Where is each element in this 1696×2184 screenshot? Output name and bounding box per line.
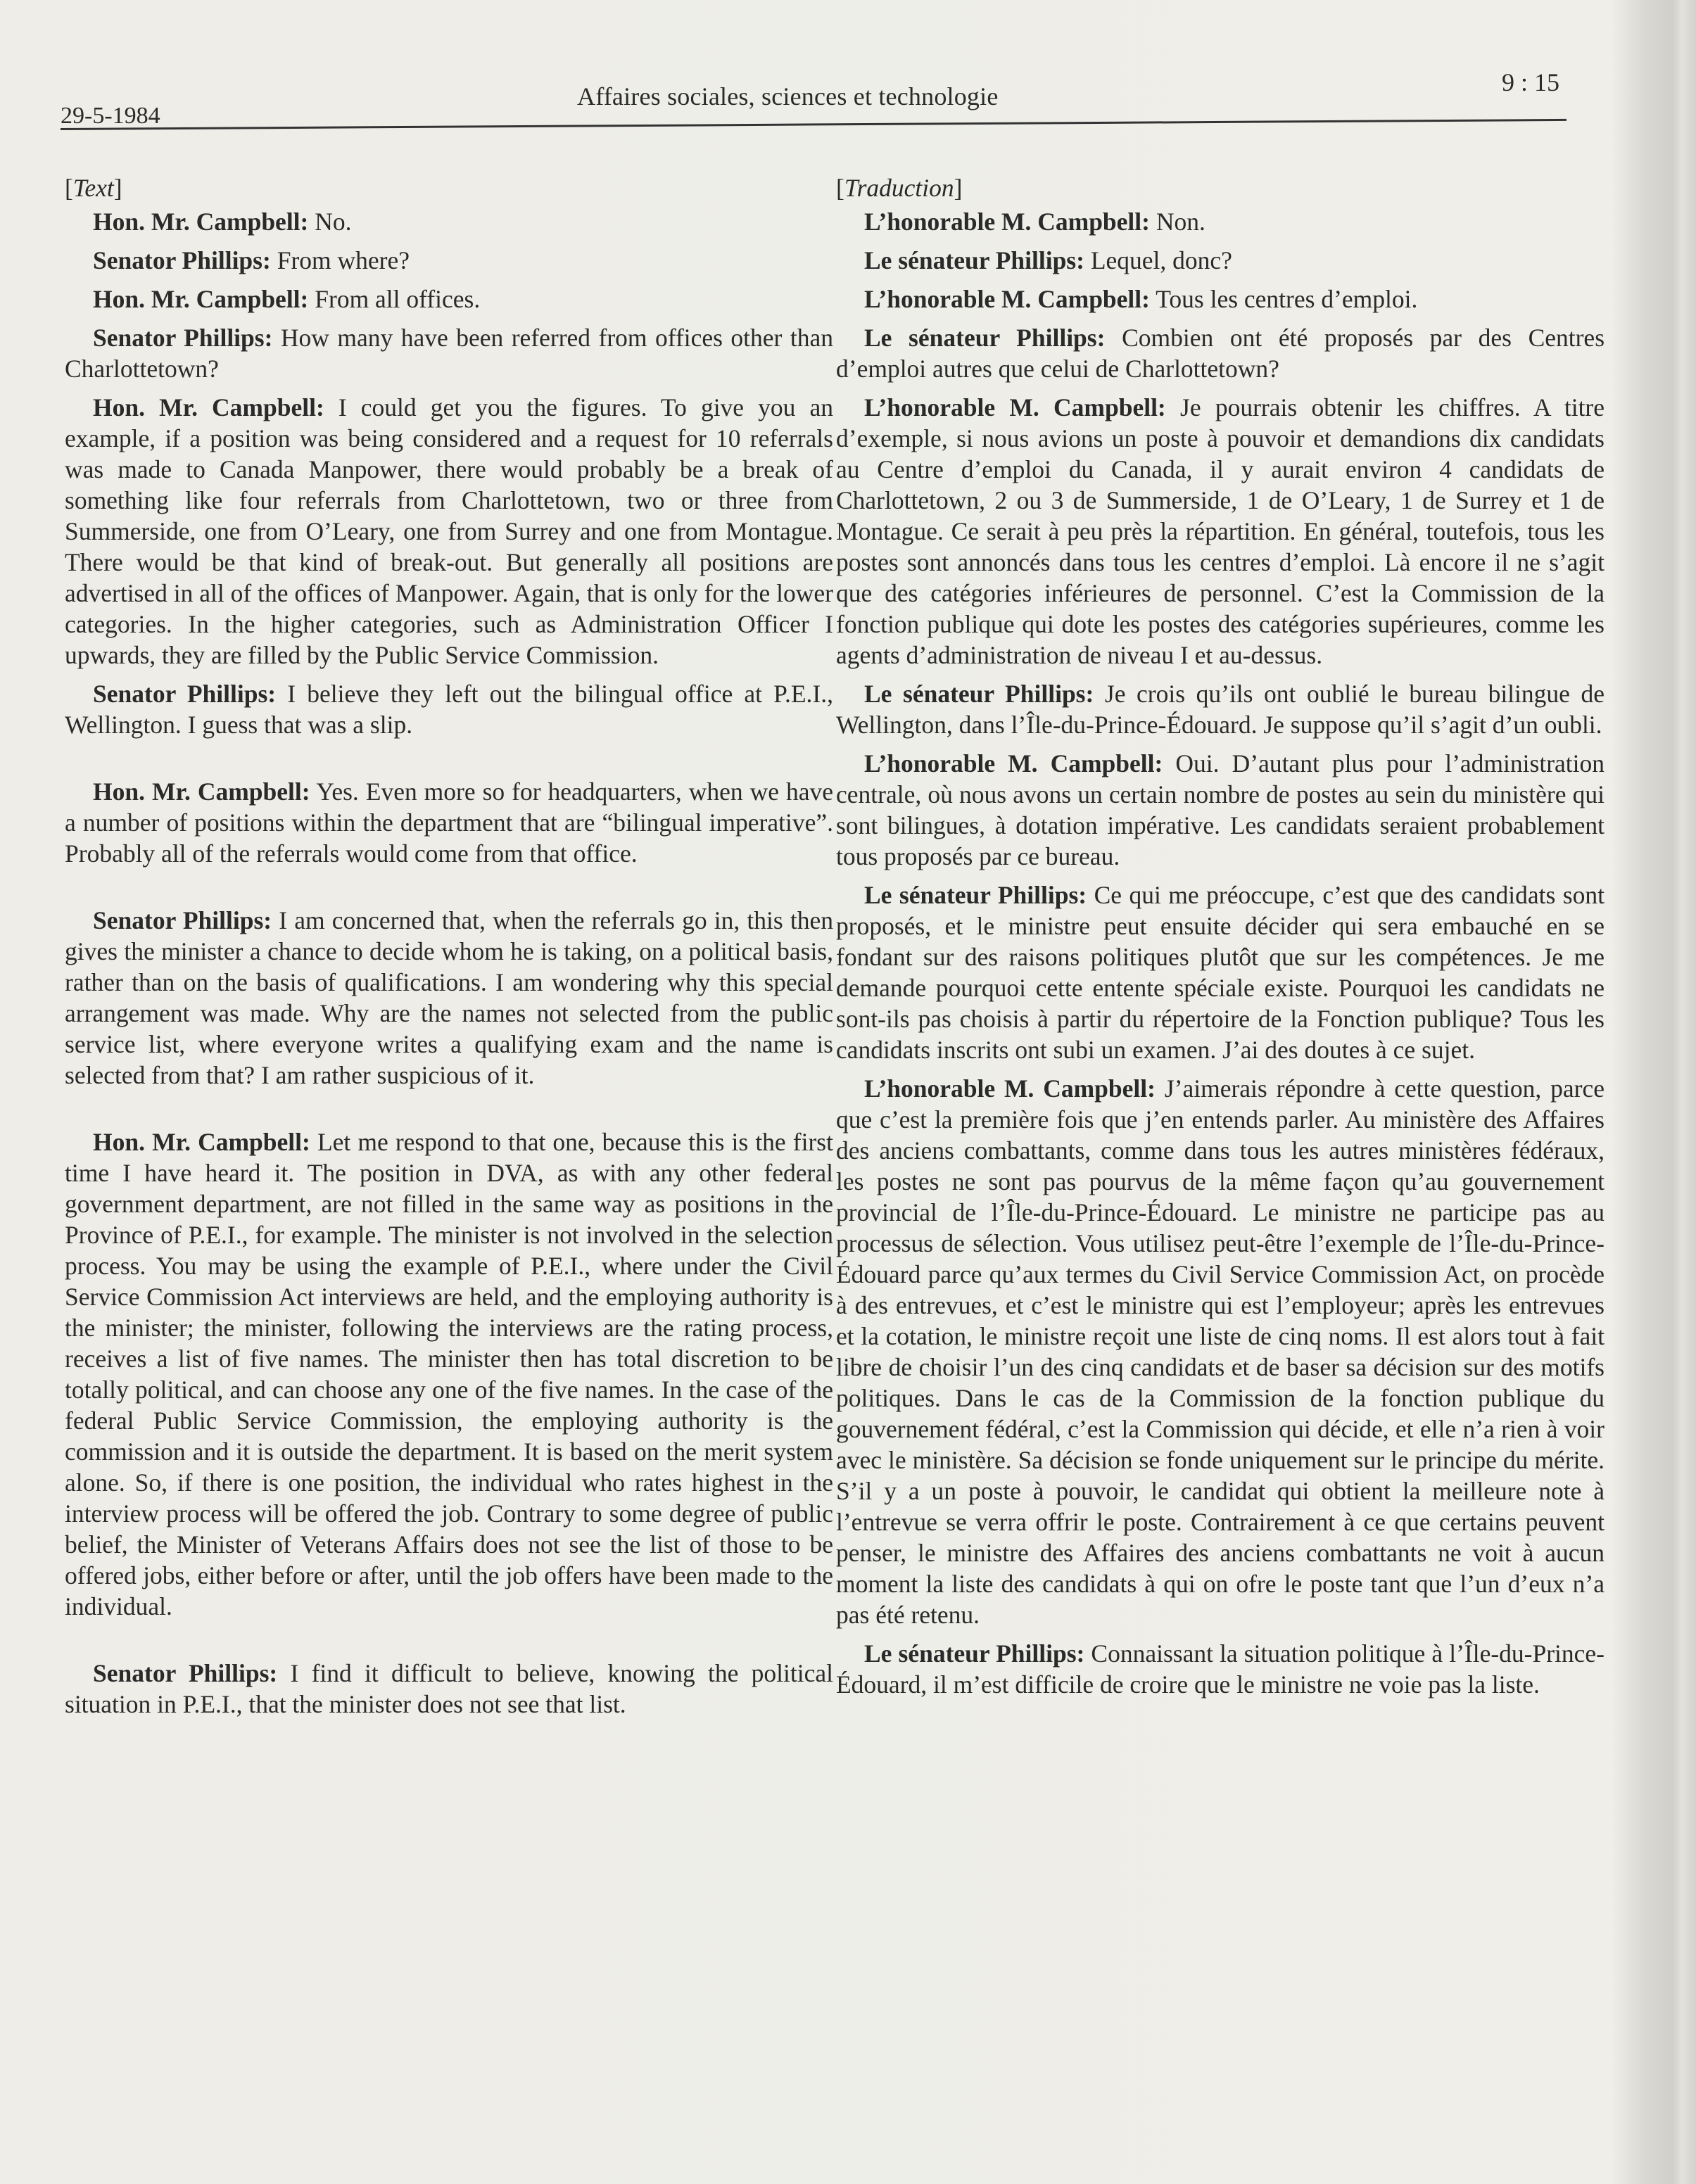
paragraph bbox=[65, 284, 833, 315]
speaker: Hon. Mr. Campbell: bbox=[93, 393, 324, 421]
spacer bbox=[65, 1098, 833, 1126]
speech: Non. bbox=[1149, 208, 1205, 236]
paragraph bbox=[65, 392, 833, 671]
speech: I find it difficult to believe, knowing the political situation in P.E.I., that the minister does not see that list. bbox=[65, 1659, 833, 1718]
speech: From where? bbox=[270, 246, 410, 274]
paragraph bbox=[836, 880, 1605, 1065]
paragraph bbox=[65, 322, 833, 384]
speech: How many have been referred from offices other than Charlottetown? bbox=[65, 324, 833, 383]
english-column bbox=[65, 172, 833, 1727]
spacer bbox=[65, 1630, 833, 1658]
paragraph bbox=[65, 206, 833, 237]
speech: Oui. D’autant plus pour l’administration centrale, où nous avons un certain nombre de postes au sein du ministère qui sont bilingues, à dotation impérative. Les candidats seraient probablement tous proposés par ce bureau. bbox=[836, 749, 1605, 870]
speaker: L’honorable M. Campbell: bbox=[864, 393, 1166, 421]
speech: Tous les centres d’emploi. bbox=[1149, 285, 1418, 313]
header-date: 29-5-1984 bbox=[61, 103, 160, 129]
header-rule bbox=[61, 119, 1567, 130]
speaker: Hon. Mr. Campbell: bbox=[93, 1128, 310, 1156]
speech: I could get you the figures. To give you an example, if a position was being considered and a request for 10 referrals was made to Canada Manpower, there would probably be a break of something like four referrals from Charlottetown, two or three from Summerside, one from O’Leary, one from Surrey and one from Montague. There would be that kind of break-out. But generally all positions are advertised in all of the offices of Manpower. Again, that is only for the lower categories. In the higher categories, such as Administration Officer I upwards, they are filled by the Public Service Commission. bbox=[65, 393, 833, 669]
paragraph bbox=[836, 748, 1605, 872]
speaker: L’honorable M. Campbell: bbox=[864, 749, 1163, 777]
paragraph bbox=[65, 1658, 833, 1720]
speech: J’aimerais répondre à cette question, parce que c’est la première fois que j’en entends parler. Au ministère des Affaires des anciens combattants, comme dans tous les autres ministères fédéraux, les postes ne sont pas pourvus de la même façon qu’au gouvernement provincial de l’Île-du-Prince-Édouard. Le ministre ne participe pas au processus de sélection. Vous utilisez peut-être l’exemple de l’Île-du-Prince-Édouard parce qu’aux termes du Civil Service Commission Act, on procède à des entrevues, et c’est le ministre qui est l’employeur; après les entrevues et la cotation, le ministre reçoit une liste de cinq noms. Il est alors tout à fait libre de choisir l’un des cinq candidats et de baser sa décision sur des motifs politiques. Dans le cas de la Commission de la fonction publique du gouvernement fédéral, c’est la Commission qui décide, et elle n’a rien à voir avec le ministère. Sa décision se fonde uniquement sur le principe du mérite. S’il y a un poste à pouvoir, le candidat qui obtient la meilleure note à l’entrevue se verra offrir le poste. Contrairement à ce que certains peuvent penser, le ministre des Affaires des anciens combattants ne voit à aucun moment la liste des candidats à qui on ofre le poste tant que l’un d’eux n’a pas été retenu. bbox=[836, 1074, 1605, 1629]
column-tag: [Traduction] bbox=[836, 174, 963, 202]
paragraph bbox=[65, 678, 833, 740]
paragraph bbox=[65, 245, 833, 276]
speech: Je pourrais obtenir les chiffres. A titre d’exemple, si nous avions un poste à pouvoir et demandions dix candidats au Centre d’emploi du Canada, il y aurait environ 4 candidats de Charlottetown, 2 ou 3 de Summerside, 1 de O’Leary, 1 de Surrey et 1 de Montague. Ce serait à peu près la répartition. En général, toutefois, tous les postes sont annoncés dans tous les centres d’emploi. Là encore il ne s’agit que des catégories inférieures de personnel. C’est la Commission de la fonction publique qui dote les postes des catégories supérieures, comme les agents d’administration de niveau I et au-dessus. bbox=[836, 393, 1605, 669]
speaker: Senator Phillips: bbox=[93, 680, 277, 708]
paragraph bbox=[836, 245, 1605, 276]
speaker: L’honorable M. Campbell: bbox=[864, 285, 1150, 313]
paragraph bbox=[836, 1073, 1605, 1630]
speaker: Le sénateur Phillips: bbox=[864, 246, 1084, 274]
paragraph bbox=[65, 1126, 833, 1622]
spacer bbox=[65, 877, 833, 905]
paragraph bbox=[836, 678, 1605, 740]
speech: From all offices. bbox=[308, 285, 481, 313]
speaker: Senator Phillips: bbox=[93, 906, 272, 934]
speaker: Hon. Mr. Campbell: bbox=[93, 208, 309, 236]
speaker: Le sénateur Phillips: bbox=[864, 324, 1106, 352]
column-tag: [Text] bbox=[65, 174, 122, 202]
speaker: L’honorable M. Campbell: bbox=[864, 1074, 1156, 1103]
speech: Combien ont été proposés par des Centres d’emploi autres que celui de Charlottetown? bbox=[836, 324, 1605, 383]
paragraph bbox=[836, 284, 1605, 315]
page-header bbox=[61, 63, 1564, 131]
speaker: Senator Phillips: bbox=[93, 324, 273, 352]
header-page-number: 9 : 15 bbox=[1501, 68, 1559, 96]
speaker: Le sénateur Phillips: bbox=[864, 881, 1087, 909]
speech: Let me respond to that one, because this is the first time I have heard it. The position in DVA, as with any other federal government department, are not filled in the same way as positions in the Province of P.E.I., for example. The minister is not involved in the selection process. You may be using the example of P.E.I., where under the Civil Service Commission Act interviews are held, and the employing authority is the minister; the minister, following the interviews are the rating process, receives a list of five names. The minister then has total discretion to be totally political, and can choose any one of the five names. In the case of the federal Public Service Commission, the employing authority is the commission and it is outside the department. It is based on the merit system alone. So, if there is one position, the individual who rates highest in the interview process will be offered the job. Contrary to some degree of public belief, the Minister of Veterans Affairs does not see the list of those to be offered jobs, either before or after, until the job offers have been made to the individual. bbox=[65, 1128, 833, 1620]
paragraph bbox=[836, 206, 1605, 237]
speech: Je crois qu’ils ont oublié le bureau bilingue de Wellington, dans l’Île-du-Prince-Édouard. Je suppose qu’il s’agit d’un oubli. bbox=[836, 680, 1605, 739]
speaker: Le sénateur Phillips: bbox=[864, 1639, 1085, 1668]
speaker: L’honorable M. Campbell: bbox=[864, 208, 1150, 236]
paragraph bbox=[836, 1638, 1605, 1700]
speaker: Hon. Mr. Campbell: bbox=[93, 285, 309, 313]
page-edge-shadow bbox=[1672, 0, 1696, 2184]
speech: Ce qui me préoccupe, c’est que des candidats sont proposés, et le ministre peut ensuite décider qui sera embauché en se fondant sur des raisons politiques plutôt que sur les compétences. Je me demande pourquoi cette entente spéciale existe. Pourquoi les candidats ne sont-ils pas choisis à partir du répertoire de la Fonction publique? Tous les candidats inscrits ont subi un examen. J’ai des doutes à ce sujet. bbox=[836, 881, 1605, 1064]
paragraph bbox=[836, 322, 1605, 384]
speech: Lequel, donc? bbox=[1084, 246, 1232, 274]
speaker: Senator Phillips: bbox=[93, 1659, 278, 1687]
speech: I believe they left out the bilingual office at P.E.I., Wellington. I guess that was a slip. bbox=[65, 680, 833, 739]
header-title: Affaires sociales, sciences et technologie bbox=[577, 82, 999, 110]
speech: No. bbox=[308, 208, 352, 236]
paragraph bbox=[65, 776, 833, 869]
paragraph bbox=[836, 392, 1605, 671]
speech: Connaissant la situation politique à l’Île-du-Prince-Édouard, il m’est difficile de croire que le ministre ne voie pas la liste. bbox=[836, 1639, 1605, 1699]
paragraph bbox=[65, 905, 833, 1091]
speech: I am concerned that, when the referrals go in, this then gives the minister a chance to decide whom he is taking, on a political basis, rather than on the basis of qualifications. I am wondering why this special arrangement was made. Why are the names not selected from the public service list, where everyone writes a qualifying exam and the name is selected from that? I am rather suspicious of it. bbox=[65, 906, 833, 1089]
spacer bbox=[65, 748, 833, 776]
speech: Yes. Even more so for headquarters, when we have a number of positions within the department that are “bilingual imperative”. Probably all of the referrals would come from that office. bbox=[65, 777, 833, 868]
speaker: Senator Phillips: bbox=[93, 246, 271, 274]
speaker: Hon. Mr. Campbell: bbox=[93, 777, 310, 806]
french-column bbox=[836, 172, 1605, 1708]
speaker: Le sénateur Phillips: bbox=[864, 680, 1094, 708]
